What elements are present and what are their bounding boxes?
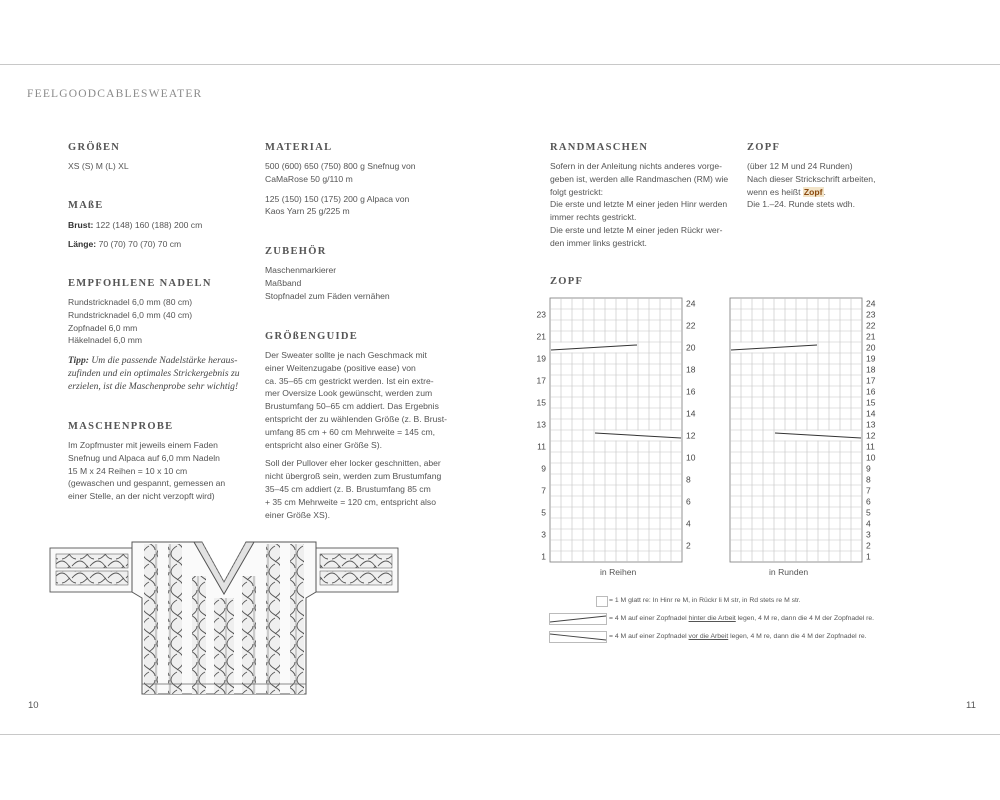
row-number: 15 (866, 397, 876, 408)
row-number: 13 (536, 419, 546, 430)
center-cable (214, 598, 234, 694)
edge-line: folgt gestrickt: (550, 186, 604, 197)
left-sleeve-cable (56, 571, 128, 585)
length-line (68, 238, 181, 251)
gauge-heading: MASCHENPROBE (68, 421, 174, 432)
bust-line (68, 219, 202, 232)
length-value: 70 (70) 70 (70) 70 cm (98, 239, 182, 249)
accessories-list (265, 264, 390, 302)
needle-item: Zopfnadel 6,0 mm (68, 322, 138, 333)
tip-line: Um die passende Nadelstärke heraus- (91, 355, 238, 366)
row-number: 5 (541, 507, 546, 518)
row-number: 15 (536, 397, 546, 408)
sizes-text: XS (S) M (L) XL (68, 161, 129, 171)
row-number: 22 (686, 320, 696, 331)
row-number: 20 (866, 342, 876, 353)
size-guide-line: 35–45 cm addiert (z. B. Brustumfang 85 cm (265, 483, 431, 494)
row-number: 18 (866, 364, 876, 375)
row-number: 11 (537, 441, 546, 452)
edge-stitches-text (550, 160, 728, 250)
edge-line: geben ist, werden alle Randmaschen (RM) wie (550, 173, 729, 184)
row-number: 4 (686, 518, 691, 529)
cable-line: Nach dieser Strickschrift arbeiten, (747, 173, 876, 184)
row-number: 1 (866, 551, 871, 562)
page-number-right: 11 (966, 700, 976, 711)
body-cable (266, 544, 280, 694)
accessory-item: Maßband (265, 277, 302, 288)
size-guide-line: nicht übergroß sein, werden zum Brustumfang (265, 471, 442, 482)
size-guide-line: Brustumfang 50–65 cm addiert. Das Ergebnis (265, 401, 439, 412)
accessory-item: Stopfnadel zum Fäden vernähen (265, 290, 390, 301)
edge-line: den immer links gestrickt. (550, 237, 647, 248)
material-line: Kaos Yarn 25 g/225 m (265, 206, 350, 217)
row-number: 8 (686, 474, 691, 485)
gauge-line: (gewaschen und gespannt, gemessen an (68, 478, 226, 489)
row-number: 22 (866, 320, 876, 331)
row-number: 21 (866, 331, 876, 342)
row-number: 9 (541, 463, 546, 474)
row-number: 18 (686, 364, 696, 375)
cable-chart-rounds (712, 292, 882, 584)
plain-stitch-symbol (596, 596, 608, 607)
edge-stitches-heading: RANDMASCHEN (550, 142, 649, 153)
row-number: 24 (686, 298, 696, 309)
length-label: Länge: (68, 239, 97, 249)
needles-list (68, 296, 192, 347)
cable-back-symbol (549, 613, 607, 625)
tip-box (68, 354, 240, 393)
row-number: 12 (686, 430, 696, 441)
body-cable (242, 576, 256, 694)
row-number: 14 (686, 408, 696, 419)
gauge-line: 15 M x 24 Reihen = 10 x 10 cm (68, 465, 188, 476)
row-number: 2 (866, 540, 871, 551)
needle-item: Rundstricknadel 6,0 mm (40 cm) (68, 309, 193, 320)
row-number: 17 (866, 375, 876, 386)
size-guide-line: Der Sweater sollte je nach Geschmack mit (265, 350, 427, 360)
bust-value: 122 (148) 160 (188) 200 cm (95, 220, 203, 230)
size-guide-line: entspricht also einer Größe S). (265, 439, 383, 450)
cable-line: Die 1.–24. Runde stets wdh. (747, 199, 855, 210)
gauge-line: Im Zopfmuster mit jeweils einem Faden (68, 440, 218, 450)
gauge-text (68, 439, 225, 503)
size-guide-line: umfang 85 cm + 60 cm Mehrweite = 145 cm, (265, 426, 436, 437)
tip-label: Tipp: (68, 355, 89, 366)
material-line: CaMaRose 50 g/110 m (265, 173, 353, 184)
row-number: 12 (866, 430, 876, 441)
row-number: 6 (686, 496, 691, 507)
edge-line: Die erste und letzte M einer jeden Rückr wer- (550, 224, 723, 235)
measures-heading: MAßE (68, 200, 104, 211)
cable-line-punct: . (823, 186, 826, 197)
cable-line: (über 12 M und 24 Runden) (747, 161, 853, 171)
size-guide-line: einer Weitenzugabe (positive ease) von (265, 362, 416, 373)
right-sleeve-cable (320, 571, 392, 585)
tip-line: erzielen, ist die Maschenprobe sehr wichtig! (68, 381, 239, 392)
gauge-line: einer Stelle, an der nicht verzopft wird) (68, 491, 215, 502)
legend-text: = 4 M auf einer Zopfnadel vor die Arbeit legen, 4 M re, dann die 4 M der Zopfnadel re. (609, 633, 867, 640)
edge-line: Sofern in der Anleitung nichts anderes vorge- (550, 161, 722, 171)
needles-heading: EMPFOHLENE NADELN (68, 278, 212, 289)
row-number: 24 (866, 298, 876, 309)
sweater-illustration (44, 536, 404, 708)
row-number: 11 (866, 441, 875, 452)
row-number: 23 (536, 309, 546, 320)
cable-line (747, 186, 875, 199)
row-number: 13 (866, 419, 876, 430)
bust-label: Brust: (68, 220, 94, 230)
row-number: 5 (866, 507, 871, 518)
chart-rounds-caption: in Runden (769, 567, 809, 577)
body-cable (168, 544, 182, 694)
body-cable (290, 544, 304, 694)
size-guide-line: mer Oversize Look gewünscht, werden zum (265, 388, 433, 399)
row-number: 10 (686, 452, 696, 463)
row-number: 17 (536, 375, 546, 386)
row-number: 20 (686, 342, 696, 353)
sizes-heading: GRÖßEN (68, 142, 121, 153)
row-number: 6 (866, 496, 871, 507)
row-number: 21 (536, 331, 546, 342)
edge-line: Die erste und letzte M einer jeden Hinr werden (550, 199, 728, 210)
row-number: 3 (541, 529, 546, 540)
needle-item: Rundstricknadel 6,0 mm (80 cm) (68, 297, 193, 307)
material-heading: MATERIAL (265, 142, 333, 153)
chart-heading: ZOPF (550, 276, 584, 287)
material-line: 500 (600) 650 (750) 800 g Snefnug von (265, 161, 416, 171)
row-number: 16 (866, 386, 876, 397)
edge-line: immer rechts gestrickt. (550, 212, 637, 223)
body-cable (192, 576, 206, 694)
row-number: 10 (866, 452, 876, 463)
size-guide-line: entspricht der zu wählenden Größe (z. B. Brust- (265, 413, 447, 424)
cable-chart-rows (532, 292, 702, 584)
material-text (265, 160, 416, 218)
row-number: 16 (686, 386, 696, 397)
row-number: 9 (866, 463, 871, 474)
legend-text: = 1 M glatt re: In Hinr re M, in Rückr li M str, in Rd stets re M str. (609, 597, 801, 604)
cable-front-symbol (549, 631, 607, 643)
size-guide-line: + 35 cm Mehrweite = 120 cm, entspricht also (265, 496, 436, 507)
cable-text (747, 160, 875, 211)
row-number: 4 (866, 518, 871, 529)
body-cable (144, 544, 158, 694)
row-number: 7 (866, 485, 871, 496)
row-number: 14 (866, 408, 876, 419)
size-guide-line: Soll der Pullover eher locker geschnitten, aber (265, 458, 441, 469)
row-number: 8 (866, 474, 871, 485)
cable-highlight: Zopf (803, 186, 823, 197)
size-guide-heading: GRÖßENGUIDE (265, 331, 359, 342)
row-number: 19 (536, 353, 546, 364)
page-number-left: 10 (28, 700, 39, 711)
running-head: FEELGOODCABLESWEATER (27, 88, 203, 100)
row-number: 19 (866, 353, 876, 364)
cable-line-text: wenn es heißt (747, 186, 801, 197)
accessories-heading: ZUBEHÖR (265, 246, 327, 257)
row-number: 1 (541, 551, 546, 562)
row-number: 23 (866, 309, 876, 320)
size-guide-line: ca. 35–65 cm gestrickt werden. Ist ein extre- (265, 375, 434, 386)
row-number: 2 (686, 540, 691, 551)
gauge-line: Snefnug und Alpaca auf 6,0 mm Nadeln (68, 452, 220, 463)
accessory-item: Maschenmarkierer (265, 265, 337, 275)
needle-item: Häkelnadel 6,0 mm (68, 335, 143, 346)
row-number: 3 (866, 529, 871, 540)
left-sleeve-cable (56, 554, 128, 568)
chart-rows-caption: in Reihen (600, 567, 637, 577)
legend-text: = 4 M auf einer Zopfnadel hinter die Arbeit legen, 4 M re, dann die 4 M der Zopfnadel re. (609, 615, 875, 622)
right-sleeve-cable (320, 554, 392, 568)
tip-line: zufinden und ein optimales Strickergebnis zu (68, 368, 240, 379)
material-line: 125 (150) 150 (175) 200 g Alpaca von (265, 193, 410, 204)
cable-heading: ZOPF (747, 142, 781, 153)
size-guide-line: einer Größe XS). (265, 509, 330, 520)
size-guide-text (265, 349, 447, 521)
row-number: 7 (541, 485, 546, 496)
